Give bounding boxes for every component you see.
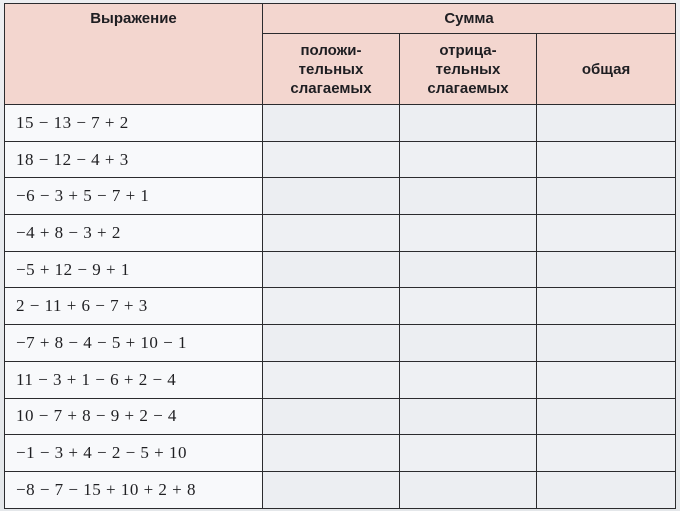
negative-header-line: слагаемых <box>427 79 509 97</box>
negative-header-line: отрица- <box>439 41 497 59</box>
positive-header-line: слагаемых <box>290 79 372 97</box>
expression-cell: 2 − 11 + 6 − 7 + 3 <box>5 288 263 325</box>
negative-header-line: тельных <box>435 60 501 78</box>
table-row <box>5 325 676 362</box>
negative-sum-cell[interactable] <box>400 105 537 142</box>
positive-sum-cell[interactable] <box>263 398 400 435</box>
positive-sum-cell[interactable] <box>263 435 400 472</box>
total-sum-cell[interactable] <box>537 288 676 325</box>
positive-sum-cell[interactable] <box>263 361 400 398</box>
table-row <box>5 361 676 398</box>
negative-terms-header <box>400 34 537 105</box>
table-row <box>5 215 676 252</box>
total-sum-cell[interactable] <box>537 178 676 215</box>
positive-sum-cell[interactable] <box>263 325 400 362</box>
sum-table <box>4 3 676 509</box>
total-sum-cell[interactable] <box>537 251 676 288</box>
expression-cell: −7 + 8 − 4 − 5 + 10 − 1 <box>5 325 263 362</box>
total-sum-cell[interactable] <box>537 105 676 142</box>
positive-sum-cell[interactable] <box>263 251 400 288</box>
negative-sum-cell[interactable] <box>400 288 537 325</box>
negative-sum-cell[interactable] <box>400 361 537 398</box>
negative-sum-cell[interactable] <box>400 251 537 288</box>
positive-terms-header <box>263 34 400 105</box>
expression-cell: −5 + 12 − 9 + 1 <box>5 251 263 288</box>
positive-sum-cell[interactable] <box>263 141 400 178</box>
negative-sum-cell[interactable] <box>400 178 537 215</box>
table-row <box>5 141 676 178</box>
positive-sum-cell[interactable] <box>263 178 400 215</box>
expression-cell: −6 − 3 + 5 − 7 + 1 <box>5 178 263 215</box>
expression-column-header: Выражение <box>5 4 263 105</box>
table-body <box>5 105 676 509</box>
total-sum-cell[interactable] <box>537 215 676 252</box>
total-sum-cell[interactable] <box>537 435 676 472</box>
total-sum-header: общая <box>537 34 676 105</box>
total-sum-cell[interactable] <box>537 141 676 178</box>
positive-sum-cell[interactable] <box>263 288 400 325</box>
table-row <box>5 471 676 508</box>
negative-sum-cell[interactable] <box>400 435 537 472</box>
positive-sum-cell[interactable] <box>263 105 400 142</box>
table-row <box>5 398 676 435</box>
total-sum-cell[interactable] <box>537 325 676 362</box>
negative-sum-cell[interactable] <box>400 398 537 435</box>
total-sum-cell[interactable] <box>537 361 676 398</box>
table-row <box>5 288 676 325</box>
positive-sum-cell[interactable] <box>263 215 400 252</box>
table-row <box>5 251 676 288</box>
expression-cell: 11 − 3 + 1 − 6 + 2 − 4 <box>5 361 263 398</box>
positive-sum-cell[interactable] <box>263 471 400 508</box>
table-row <box>5 435 676 472</box>
negative-sum-cell[interactable] <box>400 471 537 508</box>
expression-cell: −4 + 8 − 3 + 2 <box>5 215 263 252</box>
table-row <box>5 178 676 215</box>
expression-cell: 10 − 7 + 8 − 9 + 2 − 4 <box>5 398 263 435</box>
table-row <box>5 105 676 142</box>
expression-cell: 18 − 12 − 4 + 3 <box>5 141 263 178</box>
expression-cell: −8 − 7 − 15 + 10 + 2 + 8 <box>5 471 263 508</box>
negative-sum-cell[interactable] <box>400 325 537 362</box>
expression-cell: 15 − 13 − 7 + 2 <box>5 105 263 142</box>
total-sum-cell[interactable] <box>537 398 676 435</box>
positive-header-line: тельных <box>298 60 364 78</box>
positive-header-line: положи- <box>300 41 362 59</box>
total-sum-cell[interactable] <box>537 471 676 508</box>
negative-sum-cell[interactable] <box>400 141 537 178</box>
negative-sum-cell[interactable] <box>400 215 537 252</box>
sum-column-header: Сумма <box>263 4 676 34</box>
expression-cell: −1 − 3 + 4 − 2 − 5 + 10 <box>5 435 263 472</box>
